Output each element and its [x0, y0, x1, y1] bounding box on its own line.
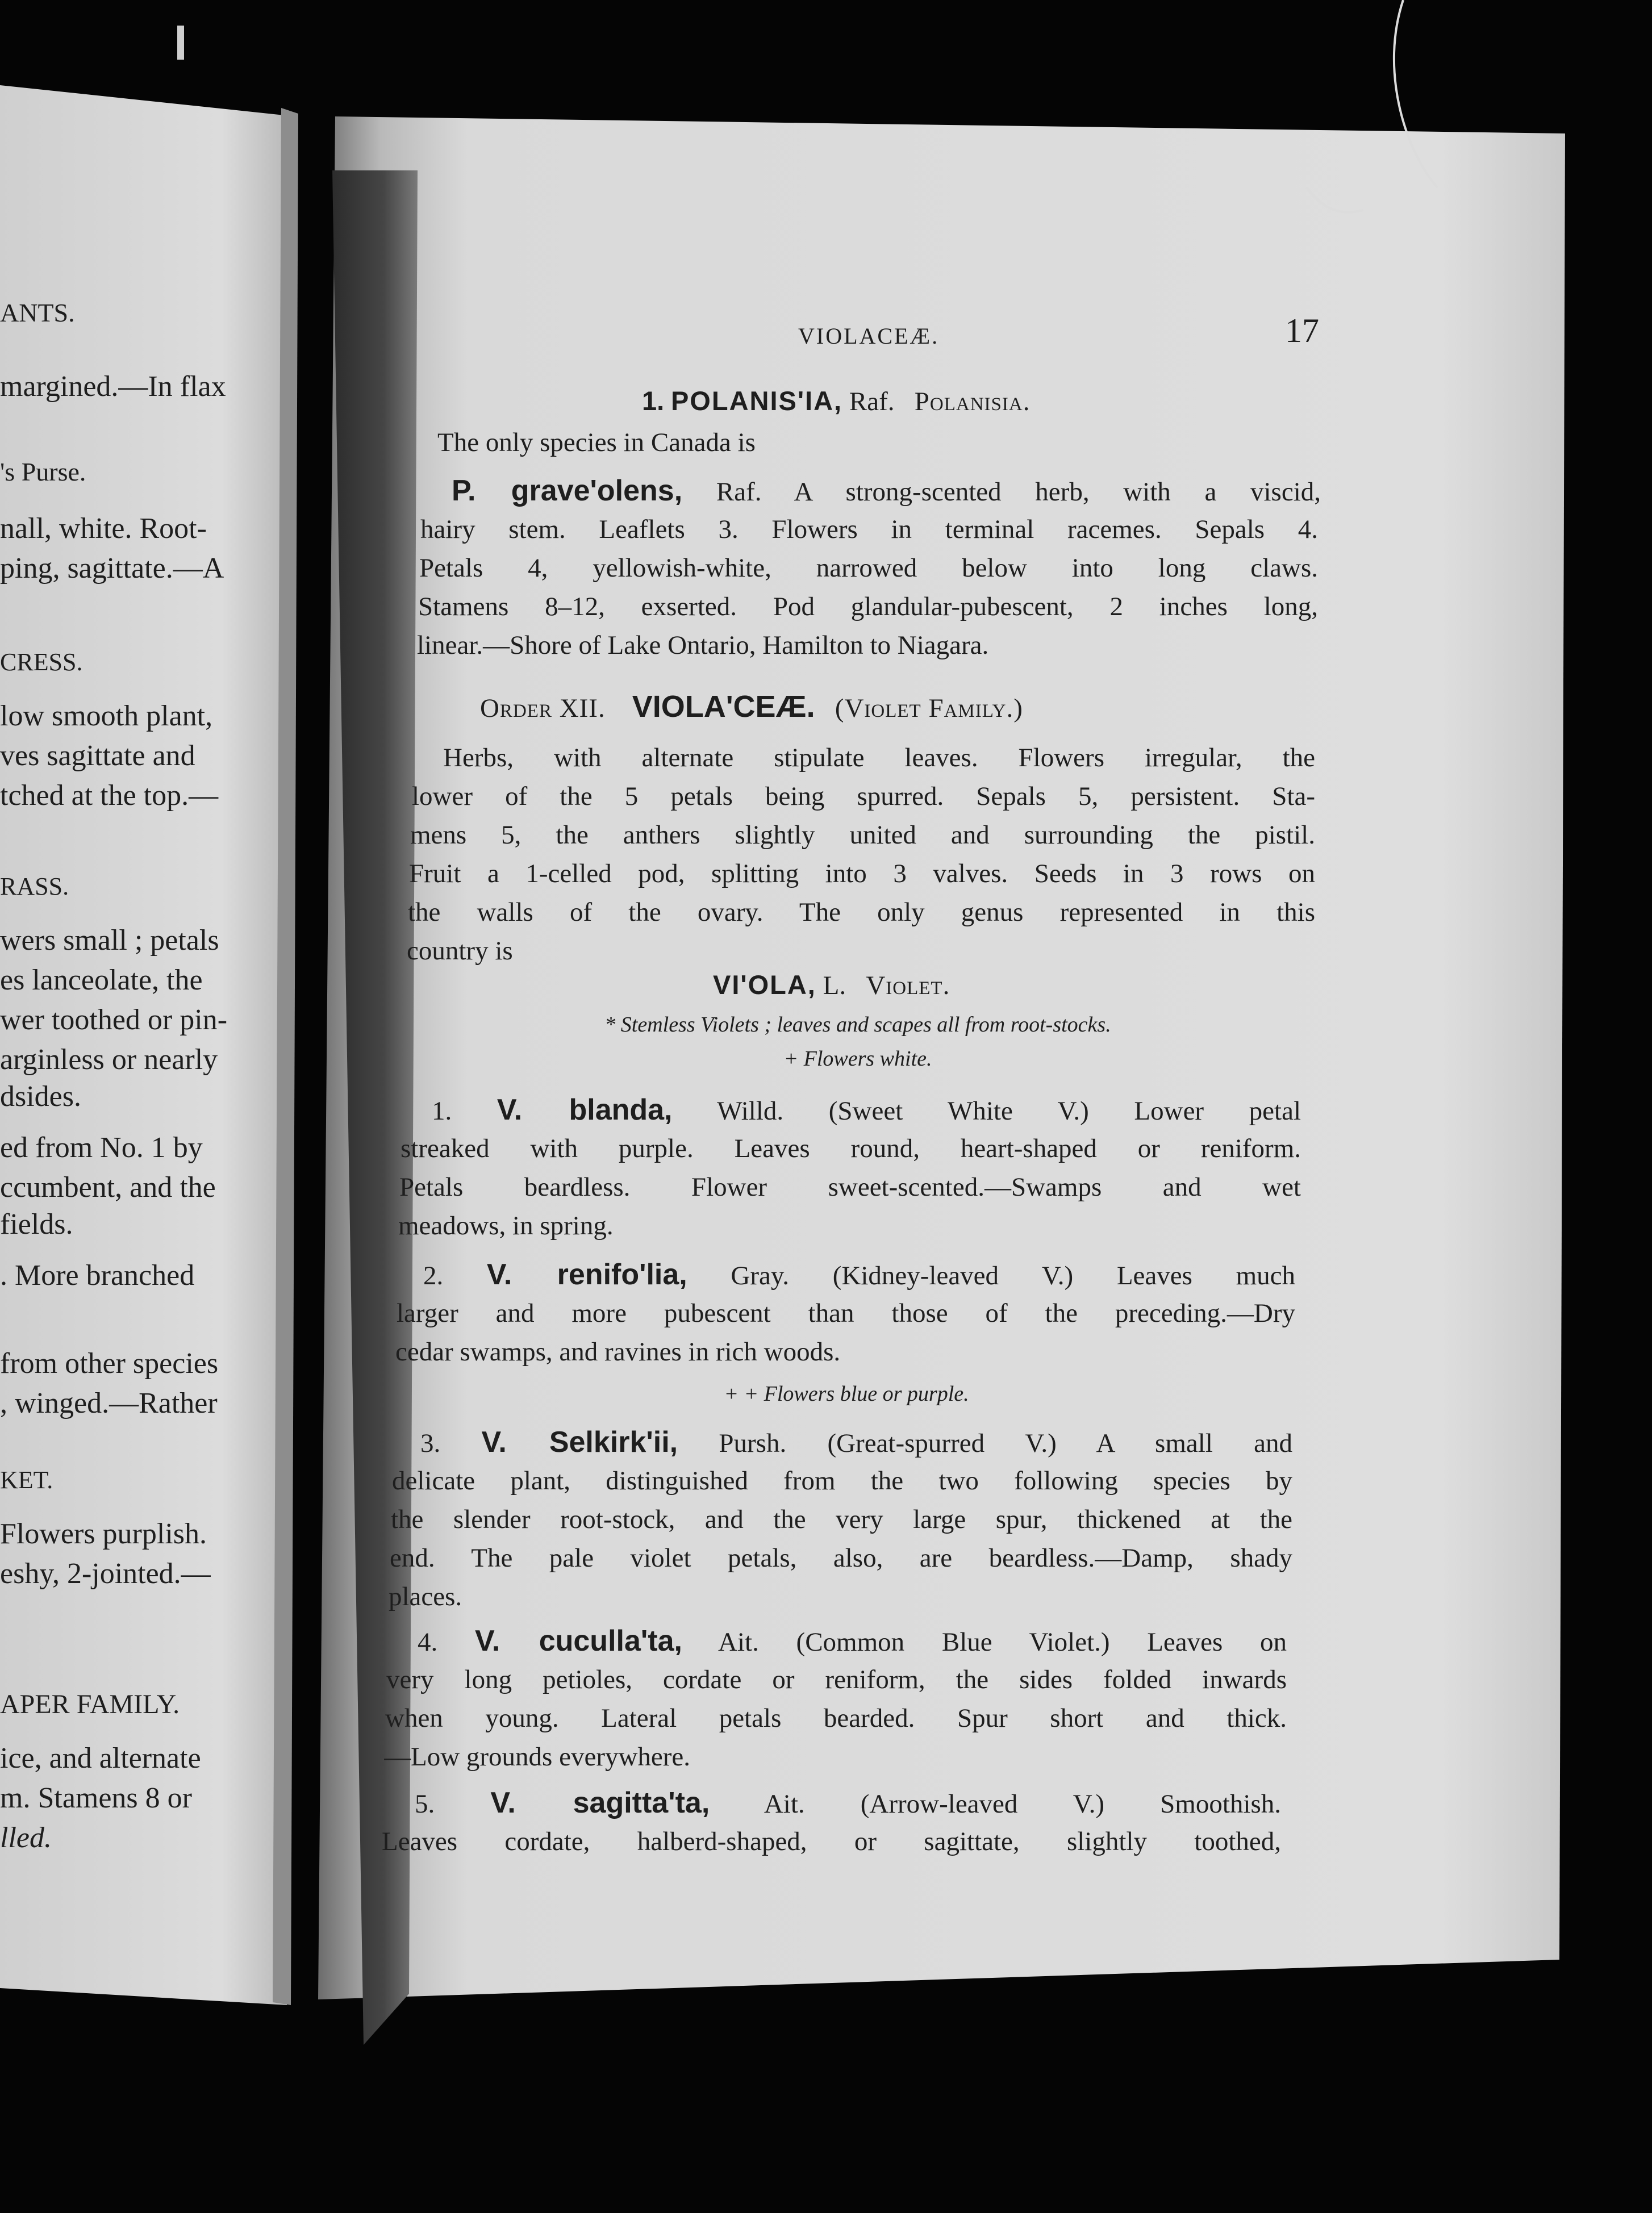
species-5: 5. V. sagitta'ta, Ait. (Arrow-leaved V.) Smoothish.	[415, 1786, 1281, 1819]
species-name: V. renifo'lia,	[486, 1258, 687, 1291]
heading-author: Raf.	[849, 387, 895, 416]
heading-num: 1.	[642, 386, 665, 416]
left-line: ves sagittate and	[0, 740, 195, 772]
left-line: ice, and alternate	[0, 1742, 201, 1774]
text-line: country is	[407, 936, 513, 966]
text-line: meadows, in spring.	[398, 1211, 614, 1241]
species-3: 3. V. Selkirk'ii, Pursh. (Great-spurred V.) A small and	[420, 1426, 1292, 1459]
species-name: V. sagitta'ta,	[490, 1786, 710, 1819]
left-line: from other species	[0, 1347, 219, 1380]
species-4: 4. V. cuculla'ta, Ait. (Common Blue Violet.) Leaves on	[418, 1625, 1287, 1657]
order-heading	[480, 687, 1023, 728]
species-name: P. grave'olens,	[452, 474, 683, 507]
left-line: lled.	[0, 1822, 52, 1854]
left-line: ed from No. 1 by	[0, 1131, 203, 1164]
text-line: streaked with purple. Leaves round, heart-shaped or reniform.	[401, 1134, 1301, 1163]
species-name: V. blanda,	[497, 1093, 673, 1126]
species-polanisia	[452, 471, 1321, 511]
genus-common: Violet.	[866, 971, 950, 1000]
text-line: cedar swamps, and ravines in rich woods.	[395, 1337, 841, 1367]
text-line: places.	[389, 1582, 462, 1611]
text-line: lower of the 5 petals being spurred. Sepals 5, persistent. Sta-	[412, 782, 1315, 811]
running-title: VIOLACEÆ.	[798, 323, 940, 349]
genus-heading-viola	[713, 966, 950, 1005]
left-line: RASS.	[0, 872, 69, 900]
left-line: arginless or nearly	[0, 1043, 218, 1076]
text-line: delicate plant, distinguished from the two following species by	[392, 1466, 1292, 1496]
left-line: CRESS.	[0, 648, 83, 676]
text-line: very long petioles, cordate or reniform, the sides folded inwards	[386, 1665, 1287, 1694]
left-line: ccumbent, and the	[0, 1171, 216, 1204]
family-name: VIOLA'CEÆ.	[632, 690, 815, 724]
family-common: (Violet Family.)	[835, 694, 1023, 723]
text-line: linear.—Shore of Lake Ontario, Hamilton to Niagara.	[417, 631, 989, 660]
text-line: mens 5, the anthers slightly united and surrounding the pistil.	[410, 820, 1315, 850]
left-line: dsides.	[0, 1080, 81, 1113]
text-line: Stamens 8–12, exserted. Pod glandular-pubescent, 2 inches long,	[418, 592, 1318, 621]
species-2: 2. V. renifo'lia, Gray. (Kidney-leaved V.) Leaves much	[423, 1258, 1295, 1291]
group-white: + Flowers white.	[783, 1047, 932, 1071]
left-line: low smooth plant,	[0, 700, 213, 732]
genus-name: VI'OLA,	[713, 970, 816, 1000]
text-line: the walls of the ovary. The only genus represented in this	[408, 897, 1315, 927]
text-line: Fruit a 1-celled pod, splitting into 3 valves. Seeds in 3 rows on	[409, 859, 1315, 888]
left-line: wers small ; petals	[0, 924, 219, 957]
species-name: V. cuculla'ta,	[474, 1625, 682, 1657]
text-line: when young. Lateral petals bearded. Spur short and thick.	[385, 1703, 1287, 1733]
polanisia-intro: The only species in Canada is	[437, 428, 756, 457]
text-line: the slender root-stock, and the very large spur, thickened at the	[391, 1505, 1292, 1534]
left-line: m. Stamens 8 or	[0, 1782, 192, 1814]
left-line: fields.	[0, 1208, 73, 1241]
left-line: ping, sagittate.—A	[0, 552, 224, 584]
group-stemless: * Stemless Violets ; leaves and scapes all from root-stocks.	[604, 1013, 1111, 1037]
left-line: KET.	[0, 1466, 53, 1494]
left-line: ANTS.	[0, 298, 75, 327]
order-label: Order XII.	[480, 694, 606, 723]
left-line: . More branched	[0, 1259, 195, 1292]
text-line: larger and more pubescent than those of the preceding.—Dry	[397, 1298, 1295, 1328]
genus-author: L.	[823, 971, 846, 1000]
species-name: V. Selkirk'ii,	[481, 1426, 678, 1459]
left-line: APER FAMILY.	[0, 1689, 180, 1719]
left-line: nall, white. Root-	[0, 512, 207, 545]
group-blue: + + Flowers blue or purple.	[724, 1382, 969, 1406]
left-line: eshy, 2-jointed.—	[0, 1558, 211, 1590]
species-text: Raf. A strong-scented herb, with a viscid,	[682, 477, 1321, 507]
text-line: Petals beardless. Flower sweet-scented.—Swamps and wet	[399, 1172, 1301, 1202]
left-line: Flowers purplish.	[0, 1518, 207, 1550]
text-line: Leaves cordate, halberd-shaped, or sagittate, slightly toothed,	[382, 1827, 1281, 1856]
page-number: 17	[1285, 312, 1319, 349]
text-line: end. The pale violet petals, also, are beardless.—Damp, shady	[390, 1543, 1292, 1573]
text-line: Herbs, with alternate stipulate leaves. Flowers irregular, the	[443, 743, 1315, 773]
left-line: es lanceolate, the	[0, 964, 203, 996]
text-line: Petals 4, yellowish-white, narrowed below into long claws.	[419, 553, 1318, 583]
left-line: 's Purse.	[0, 457, 86, 486]
left-line: , winged.—Rather	[0, 1387, 218, 1419]
left-line: margined.—In flax	[0, 370, 226, 403]
text-line: —Low grounds everywhere.	[384, 1742, 691, 1772]
heading-common: Polanisia.	[914, 387, 1031, 416]
species-1: 1. V. blanda, Willd. (Sweet White V.) Lower petal	[432, 1093, 1301, 1126]
genus-heading-polanisia	[642, 382, 1030, 421]
left-line: wer toothed or pin-	[0, 1004, 228, 1036]
left-line: tched at the top.—	[0, 779, 219, 812]
heading-name: POLANIS'IA,	[670, 386, 843, 416]
text-line: hairy stem. Leaflets 3. Flowers in terminal racemes. Sepals 4.	[420, 515, 1318, 544]
